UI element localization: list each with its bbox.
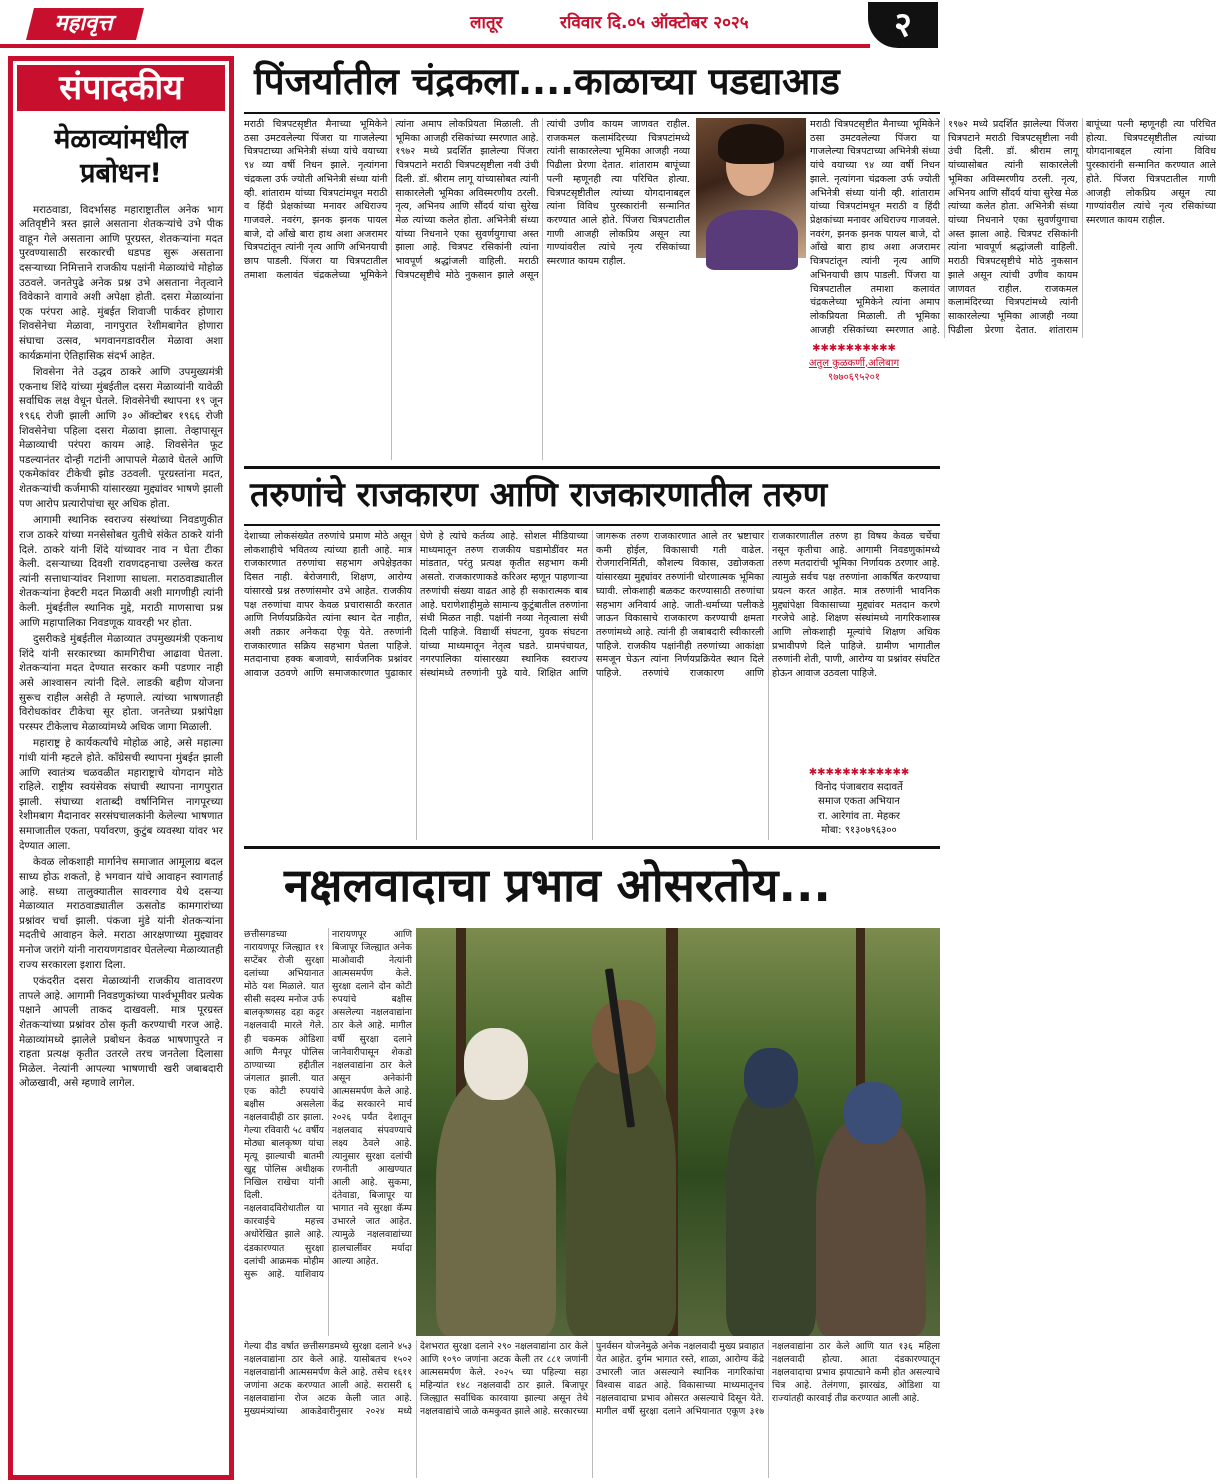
editorial-paragraph: शिवसेना नेते उद्धव ठाकरे आणि उपमुख्यमंत्री एकनाथ शिंदे यांच्या मुंबईतील दसरा मेळाव्यांनी यावेळी सर्वाधिक लक्ष वेधून घेतले. शिवसेनेची स्थापना १९ जून १९६६ रोजी झाली आणि ३० ऑक्टोबर १९६६ रोजी शिवसेनेचा पहिला दसरा मेळावा झाला. तेव्हापासून मेळाव्याची परंपरा कायम आहे. शिवसेनेत फूट पडल्यानंतर दोन्ही गटांनी आपापले मेळावे घेतले आणि एकमेकांवर टीकेची झोड उठवली. पूरग्रस्तांना मदत, शेतकऱ्यांची कर्जमाफी यांसारख्या मुद्द्यांवर भाषणे झाली पण आरोप प्रत्यारोपांचा सूर अधिक होता. — [19, 366, 223, 510]
article-youth-body: देशाच्या लोकसंख्येत तरुणांचे प्रमाण मोठे असून लोकशाहीचे भवितव्य त्यांच्या हाती आहे. मात्र राजकारणात तरुणांचा सहभाग अपेक्षेइतका दिसत नाही. बेरोजगारी, शिक्षण, आरोग्य यांसारखे प्रश्न तरुणांसमोर उभे आहेत. राजकीय पक्ष तरुणांचा वापर केवळ प्रचारासाठी करतात आणि निर्णयप्रक्रियेत त्यांना स्थान देत नाहीत, अशी तक्रार अनेकदा ऐकू येते. तरुणांनी राजकारणात सक्रिय सहभाग घेतला पाहिजे. मतदानाचा हक्क बजावणे, सार्वजनिक प्रश्नांवर आवाज उठवणे आणि समाजकारणात पुढाकार घेणे हे त्यांचे कर्तव्य आहे. सोशल मीडियाच्या माध्यमातून तरुण राजकीय घडामोडींवर मत मांडतात, परंतु प्रत्यक्ष कृतीत सहभाग कमी असतो. राजकारणाकडे करिअर म्हणून पाहणाऱ्या तरुणांची संख्या वाढत आहे ही सकारात्मक बाब आहे. घराणेशाहीमुळे सामान्य कुटुंबातील तरुणांना संधी मिळत नाही. पक्षांनी नव्या नेतृत्वाला संधी दिली पाहिजे. विद्यार्थी संघटना, युवक संघटना यांच्या माध्यमातून नेतृत्व घडते. ग्रामपंचायत, नगरपालिका यांसारख्या स्थानिक स्वराज्य संस्थांमध्ये तरुणांनी पुढे यावे. शिक्षित आणि जागरूक तरुण राजकारणात आले तर भ्रष्टाचार कमी होईल, विकासाची गती वाढेल. रोजगारनिर्मिती, कौशल्य विकास, उद्योजकता यांसारख्या मुद्द्यांवर तरुणांनी धोरणात्मक भूमिका घ्यावी. लोकशाही बळकट करण्यासाठी तरुणांचा सहभाग अनिवार्य आहे. जाती-धर्माच्या पलीकडे जाऊन विकासाचे राजकारण करण्याची क्षमता तरुणांमध्ये आहे. त्यांनी ही जबाबदारी स्वीकारली पाहिजे. राजकीय पक्षांनीही तरुणांच्या आकांक्षा समजून घेऊन त्यांना निर्णयप्रक्रियेत स्थान दिले पाहिजे. तरुणांचे राजकारण आणि राजकारणातील तरुण हा विषय केवळ चर्चेचा नसून कृतीचा आहे. आगामी निवडणुकांमध्ये तरुण मतदारांची भूमिका निर्णायक ठरणार आहे. त्यामुळे सर्वच पक्ष तरुणांना आकर्षित करण्याचा प्रयत्न करत आहेत. मात्र तरुणांनी भावनिक मुद्द्यांपेक्षा विकासाच्या मुद्द्यांवर मतदान करणे गरजेचे आहे. शिक्षण संस्थांमध्ये नागरिकशास्त्र आणि लोकशाही मूल्यांचे शिक्षण अधिक प्रभावीपणे दिले पाहिजे. ग्रामीण भागातील तरुणांनी शेती, पाणी, आरोग्य या प्रश्नांवर संघटित होऊन आवाज उठवला पाहिजे. — [244, 531, 940, 680]
article-pinjra-body: मराठी चित्रपटसृष्टीत मैनाच्या भूमिकेने ठसा उमटवलेल्या पिंजरा या गाजलेल्या चित्रपटाच्या अभिनेत्री संध्या यांचे वयाच्या ९४ व्या वर्षी निधन झाले. नृत्यांगना चंद्रकला उर्फ ज्योती अभिनेत्री संध्या यांनी व्ही. शांताराम यांच्या चित्रपटांमधून मराठी व हिंदी प्रेक्षकांच्या मनावर अधिराज्य गाजवले. नवरंग, झनक झनक पायल बाजे, दो आँखे बारा हाथ अशा अजरामर चित्रपटांतून त्यांनी नृत्य आणि अभिनयाची छाप पाडली. पिंजरा या चित्रपटातील तमाशा कलावंत चंद्रकलेच्या भूमिकेने त्यांना अमाप लोकप्रियता मिळाली. ती भूमिका आजही रसिकांच्या स्मरणात आहे. १९७२ मध्ये प्रदर्शित झालेल्या पिंजरा चित्रपटाने मराठी चित्रपटसृष्टीला नवी उंची दिली. डॉ. श्रीराम लागू यांच्यासोबत त्यांनी साकारलेली भूमिका अविस्मरणीय ठरली. नृत्य, अभिनय आणि सौंदर्य यांचा सुरेख मेळ त्यांच्या कलेत होता. अभिनेत्री संध्या यांच्या निधनाने एका सुवर्णयुगाचा अस्त झाला आहे. चित्रपट रसिकांनी त्यांना भावपूर्ण श्रद्धांजली वाहिली. मराठी चित्रपटसृष्टीचे मोठे नुकसान झाले असून त्यांची उणीव कायम जाणवत राहील. राजकमल कलामंदिरच्या चित्रपटांमध्ये त्यांनी साकारलेल्या भूमिका आजही नव्या पिढीला प्रेरणा देतात. शांताराम बापूंच्या पत्नी म्हणूनही त्या परिचित होत्या. चित्रपटसृष्टीतील त्यांच्या योगदानाबद्दल त्यांना विविध पुरस्कारांनी सन्मानित करण्यात आले होते. पिंजरा चित्रपटातील गाणी आजही लोकप्रिय असून त्या गाण्यांवरील त्यांचे नृत्य रसिकांच्या स्मरणात कायम राहील. — [244, 119, 690, 281]
article-pinjra — [244, 56, 1216, 464]
person-shape — [436, 1078, 556, 1336]
head-shape — [844, 1082, 902, 1144]
byline-place: रा. आरेगांव ता. मेहकर — [817, 810, 900, 822]
section-rule — [244, 466, 940, 469]
editorial-paragraph: मराठवाडा, विदर्भासह महाराष्ट्रातील अनेक भाग अतिवृष्टीने त्रस्त झाले असताना शेतकऱ्यांचे उभे पीक वाहून गेले असताना आणि पूरग्रस्त, शेतकऱ्यांना मदत पुरवण्यासाठी सरकारची धडपड सुरू असताना दसऱ्याच्या निमित्ताने राजकीय पक्षांनी मेळाव्यांचे मोहोळ उठवले. जनतेपुढे अनेक प्रश्न उभे असताना नेतृत्वाने विवेकाने वागावे अशी अपेक्षा होती. दसरा मेळाव्यांना एक परंपरा आहे. मुंबईत शिवाजी पार्कवर होणारा शिवसेनेचा मेळावा, नागपुरात रेशीमबागेत होणारा संघाचा उत्सव, भगवानगडावरील मेळावा अशा कार्यक्रमांना ऐतिहासिक संदर्भ आहेत. — [19, 203, 223, 362]
article-youth-headline: तरुणांचे राजकारण आणि राजकारणातील तरुण — [250, 475, 828, 515]
article-youth — [244, 466, 940, 842]
page-number: २ — [868, 2, 938, 48]
head-shape — [744, 1048, 798, 1108]
byline-phone: मोबा: ९१३०७९६३०० — [821, 825, 897, 836]
hair-shape — [718, 124, 784, 164]
editorial-paragraph: केवळ लोकशाही मार्गानेच समाजात आमूलाग्र बदल साध्य होऊ शकतो, हे भगवान यांचे आवाहन स्वागतार्ह आहे. सध्या तालुक्यातील सावरगाव येथे दसऱ्या मेळाव्यात मराठवाड्यातील ऊसतोड कामगारांच्या प्रश्नांवर चर्चा झाली. पंकजा मुंडे यांनी शेतकऱ्यांना मदतीचे आवाहन केले. मराठा आरक्षणाच्या मुद्द्यावर मनोज जरांगे यांनी नारायणगडावर घेतलेल्या मेळाव्यातही राज्य सरकारला इशारा दिला. — [19, 856, 223, 971]
editorial-headline: मेळाव्यांमधील प्रबोधन! — [54, 124, 188, 189]
editorial-paragraph: आगामी स्थानिक स्वराज्य संस्थांच्या निवडणुकीत राज ठाकरे यांच्या मनसेसोबत युतीचे संकेत ठाकरे यांनी दिले. ठाकरे यांनी शिंदे यांच्यावर नाव न घेता टीका केली. दसऱ्याच्या दिवशी रावणदहनाचा उल्लेख करत त्यांनी सत्ताधाऱ्यांवर निशाणा साधला. मराठवाड्यातील शेतकऱ्यांना हेक्टरी मदत मिळावी अशी मागणीही त्यांनी केली. मुंबईतील स्थानिक मुद्दे, मराठी माणसाचा प्रश्न आणि महापालिका निवडणूक यावरही भर होता. — [19, 514, 223, 629]
byline-org: समाज एकता अभियान — [818, 796, 900, 807]
byline-stars: ✱✱✱✱✱✱✱✱✱✱ — [812, 343, 896, 354]
masthead — [0, 0, 945, 50]
article-pinjra-continued: मराठी चित्रपटसृष्टीत मैनाच्या भूमिकेने ठसा उमटवलेल्या पिंजरा या गाजलेल्या चित्रपटाच्या अभिनेत्री संध्या यांचे वयाच्या ९४ व्या वर्षी निधन झाले. नृत्यांगना चंद्रकला उर्फ ज्योती अभिनेत्री संध्या यांनी व्ही. शांताराम यांच्या चित्रपटांमधून मराठी व हिंदी प्रेक्षकांच्या मनावर अधिराज्य गाजवले. नवरंग, झनक झनक पायल बाजे, दो आँखे बारा हाथ अशा अजरामर चित्रपटांतून त्यांनी नृत्य आणि अभिनयाची छाप पाडली. पिंजरा या चित्रपटातील तमाशा कलावंत चंद्रकलेच्या भूमिकेने त्यांना अमाप लोकप्रियता मिळाली. ती भूमिका आजही रसिकांच्या स्मरणात आहे. १९७२ मध्ये प्रदर्शित झालेल्या पिंजरा चित्रपटाने मराठी चित्रपटसृष्टीला नवी उंची दिली. डॉ. श्रीराम लागू यांच्यासोबत त्यांनी साकारलेली भूमिका अविस्मरणीय ठरली. नृत्य, अभिनय आणि सौंदर्य यांचा सुरेख मेळ त्यांच्या कलेत होता. अभिनेत्री संध्या यांच्या निधनाने एका सुवर्णयुगाचा अस्त झाला आहे. चित्रपट रसिकांनी त्यांना भावपूर्ण श्रद्धांजली वाहिली. मराठी चित्रपटसृष्टीचे मोठे नुकसान झाले असून त्यांची उणीव कायम जाणवत राहील. राजकमल कलामंदिरच्या चित्रपटांमध्ये त्यांनी साकारलेल्या भूमिका आजही नव्या पिढीला प्रेरणा देतात. शांताराम बापूंच्या पत्नी म्हणूनही त्या परिचित होत्या. चित्रपटसृष्टीतील त्यांच्या योगदानाबद्दल त्यांना विविध पुरस्कारांनी सन्मानित करण्यात आले होते. पिंजरा चित्रपटातील गाणी आजही लोकप्रिय असून त्या गाण्यांवरील त्यांचे नृत्य रसिकांच्या स्मरणात कायम राहील. — [810, 119, 1216, 336]
article-naxal — [244, 846, 940, 1480]
masthead-rule — [0, 44, 870, 48]
headline-rule — [244, 112, 940, 114]
headline-rule — [244, 524, 940, 526]
editorial-paragraph: महाराष्ट्र हे कार्यकर्त्यांचे मोहोळ आहे, असे महात्मा गांधी यांनी म्हटले होते. काँग्रेसची स्थापना मुंबईत झाली आणि स्वातंत्र्य चळवळीत महाराष्ट्राचे योगदान मोठे राहिले. राष्ट्रीय स्वयंसेवक संघाची स्थापना नागपुरात झाली. संघाच्या शताब्दी वर्षानिमित्त नागपूरच्या रेशीमबाग मैदानावर सरसंघचालकांनी केलेल्या भाषणात समाजातील एकता, पर्यावरण, कुटुंब व्यवस्था यांवर भर देण्यात आला. — [19, 737, 223, 852]
actress-photo — [696, 118, 806, 258]
naxal-photo — [416, 928, 940, 1336]
paper-name: महावृत्त — [26, 8, 144, 40]
editorial-body — [19, 203, 223, 1092]
article-naxal-headline: नक्षलवादाचा प्रभाव ओसरतोय... — [284, 858, 831, 912]
article-naxal-body-bottom: गेल्या दीड वर्षात छत्तीसगडमध्ये सुरक्षा दलाने ४५३ नक्षलवाद्यांना ठार केले आहे. यासोबतच १५०२ नक्षलवाद्यांनी आत्मसमर्पण केले आहे. तसेच १६११ जणांना अटक करण्यात आली आहे. सरासरी ६ नक्षलवाद्यांना रोज अटक केली जात आहे. मुख्यमंत्र्यांच्या आकडेवारीनुसार २०२४ मध्ये देशभरात सुरक्षा दलाने २९० नक्षलवाद्यांना ठार केले आणि १०९० जणांना अटक केली तर ८८१ जणांनी आत्मसमर्पण केले. २०२५ च्या पहिल्या सहा महिन्यांत १४८ नक्षलवादी ठार झाले. बिजापूर जिल्ह्यात सर्वाधिक कारवाया झाल्या असून तेथे नक्षलवाद्यांचे जाळे कमकुवत झाले आहे. सरकारच्या पुनर्वसन योजनेमुळे अनेक नक्षलवादी मुख्य प्रवाहात येत आहेत. दुर्गम भागात रस्ते, शाळा, आरोग्य केंद्रे उभारली जात असल्याने स्थानिक नागरिकांचा विश्वास वाढत आहे. विकासाच्या माध्यमातूनच नक्षलवादाचा प्रभाव ओसरत असल्याचे दिसून येते. मागील वर्षी सुरक्षा दलाने अभियानात एकूण ३१७ नक्षलवाद्यांना ठार केले आणि यात १३६ महिला नक्षलवादी होत्या. आता दंडकारण्यातून नक्षलवादाचा प्रभाव झपाट्याने कमी होत असल्याचे चित्र आहे. तेलंगणा, झारखंड, ओडिशा या राज्यांतही कारवाई तीव्र करण्यात आली आहे. — [244, 1341, 940, 1418]
editorial-paragraph: दुसरीकडे मुंबईतील मेळाव्यात उपमुख्यमंत्री एकनाथ शिंदे यांनी सरकारच्या कामगिरीचा आढावा घेतला. शेतकऱ्यांना मदत देण्यात सरकार कमी पडणार नाही असे आश्वासन त्यांनी दिले. लाडकी बहीण योजना सुरूच राहील असेही ते म्हणाले. त्यांच्या भाषणातही विरोधकांवर टीकेचा सूर होता. जनतेच्या प्रश्नांपेक्षा परस्पर टीकेलाच मेळाव्यांमध्ये अधिक जागा मिळाली. — [19, 633, 223, 733]
byline-name: अतुल कुळकर्णी,अलिबाग — [808, 357, 900, 369]
masthead-city: लातूर — [470, 13, 503, 33]
person-shape — [726, 1088, 816, 1336]
head-shape — [464, 1028, 528, 1100]
editorial-paragraph: एकंदरीत दसरा मेळाव्यांनी राजकीय वातावरण तापले आहे. आगामी निवडणुकांच्या पार्श्वभूमीवर प्रत्येक पक्षाने आपली ताकद दाखवली. मात्र पूरग्रस्त शेतकऱ्यांच्या प्रश्नांवर ठोस कृती करण्याची गरज आहे. मेळाव्यांमध्ये झालेले प्रबोधन केवळ भाषणापुरते न राहता प्रत्यक्ष कृतीत उतरले तरच जनतेला दिलासा मिळेल. नेत्यांनी आपल्या भाषणाची खरी जबाबदारी ओळखावी, असे म्हणावे लागेल. — [19, 975, 223, 1090]
person-shape — [566, 1058, 676, 1336]
article-naxal-body-left: छत्तीसगडच्या नारायणपूर जिल्ह्यात ११ सप्टेंबर रोजी सुरक्षा दलांच्या अभियानात मोठे यश मिळाले. यात सीसी सदस्य मनोज उर्फ बालकृष्णसह दहा कट्टर नक्षलवादी मारले गेले. ही चकमक ओडिशा आणि मैनपूर पोलिस ठाण्याच्या हद्दीतील जंगलात झाली. यात एक कोटी रुपयांचे बक्षीस असलेला नक्षलवादीही ठार झाला. गेल्या रविवारी ५८ वर्षीय मोठ्या बालकृष्ण यांचा मृत्यू झाल्याची बातमी खुद्द पोलिस अधीक्षक निखिल राखेचा यांनी दिली. नक्षलवादविरोधातील या कारवाईचे महत्त्व अधोरेखित झाले आहे. दंडकारण्यात सुरक्षा दलांची आक्रमक मोहीम सुरू आहे. याशिवाय नारायणपूर आणि बिजापूर जिल्ह्यात अनेक माओवादी नेत्यांनी आत्मसमर्पण केले. सुरक्षा दलाने दोन कोटी रुपयांचे बक्षीस असलेल्या नक्षलवाद्यांना ठार केले आहे. मागील वर्षी सुरक्षा दलाने जानेवारीपासून शेकडो नक्षलवाद्यांना ठार केले असून अनेकांनी आत्मसमर्पण केले आहे. केंद्र सरकारने मार्च २०२६ पर्यंत देशातून नक्षलवाद संपवण्याचे लक्ष्य ठेवले आहे. त्यानुसार सुरक्षा दलांची रणनीती आखण्यात आली आहे. सुकमा, दंतेवाडा, बिजापूर या भागात नवे सुरक्षा कॅम्प उभारले जात आहेत. त्यामुळे नक्षलवाद्यांच्या हालचालींवर मर्यादा आल्या आहेत. — [244, 929, 412, 1280]
shoulder-shape — [706, 210, 798, 270]
byline-stars: ✱✱✱✱✱✱✱✱✱✱✱✱ — [808, 767, 910, 778]
article-pinjra-byline — [784, 342, 924, 386]
section-rule — [244, 846, 940, 849]
editorial-column — [8, 56, 234, 1480]
editorial-tag: संपादकीय — [17, 65, 225, 111]
byline-author: विनोद पंजाबराव सदावर्ते — [815, 781, 903, 793]
person-shape — [816, 1118, 926, 1336]
byline-phone: ९७७०६९५२०१ — [828, 372, 880, 383]
article-pinjra-body-right — [810, 118, 1216, 338]
masthead-date: रविवार दि.०५ ऑक्टोबर २०२५ — [560, 13, 749, 33]
article-youth-byline — [784, 764, 934, 839]
article-pinjra-headline: पिंजर्यातील चंद्रकला....काळाच्या पडद्याआड — [254, 60, 840, 103]
